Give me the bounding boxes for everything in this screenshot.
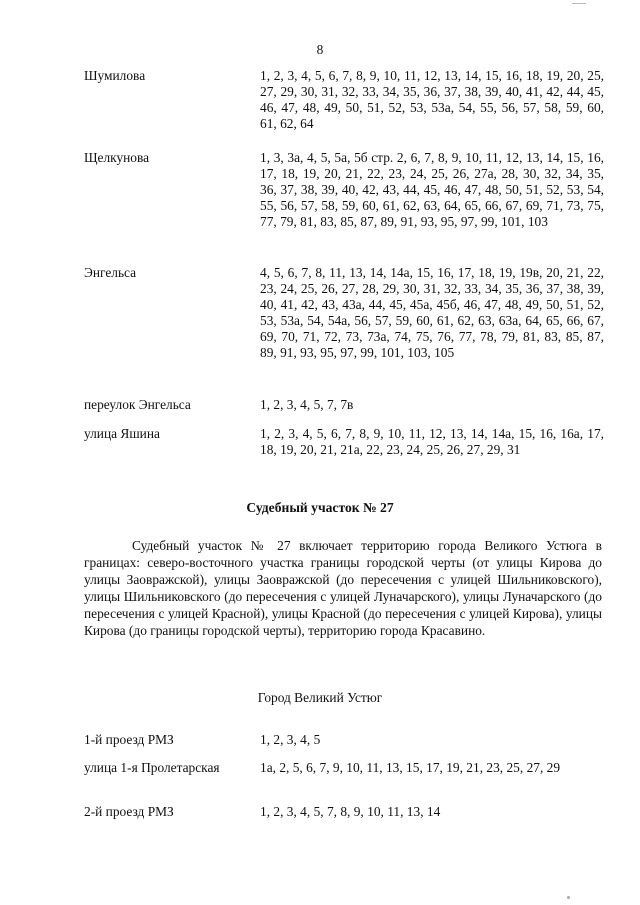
- address-entry: [84, 804, 604, 820]
- house-numbers: 4, 5, 6, 7, 8, 11, 13, 14, 14а, 15, 16, 17, 18, 19, 19в, 20, 21, 22, 23, 24, 25, 26, 27, 28, 29, 30, 31, 32, 33, 34, 35, 36, 37, 38, 39, 40, 41, 42, 43, 43а, 44, 45, 45а, 45б, 46, 47, 48, 49, 50, 51, 52, 53, 53а, 54, 54а, 56, 57, 59, 60, 61, 62, 63, 63а, 64, 65, 66, 67, 69, 70, 71, 72, 73, 73а, 74, 75, 76, 77, 78, 79, 81, 83, 85, 87, 89, 91, 93, 95, 97, 99, 101, 103, 105: [260, 265, 604, 360]
- section-paragraph: [84, 537, 602, 639]
- street-name: 2-й проезд РМЗ: [84, 804, 174, 819]
- address-entry: [84, 265, 604, 361]
- city-subheading: Город Великий Устюг: [257, 690, 383, 705]
- address-entry: [84, 397, 604, 413]
- address-entry: [84, 732, 604, 748]
- house-numbers: 1, 2, 3, 4, 5, 7, 7в: [260, 397, 354, 412]
- street-name: Шумилова: [84, 68, 146, 83]
- scan-mark: [572, 0, 586, 4]
- street-name: Щелкунова: [84, 150, 150, 165]
- street-name: улица 1-я Пролетарская: [84, 760, 220, 775]
- street-name: Энгельса: [84, 265, 137, 280]
- address-entry: [84, 760, 604, 776]
- house-numbers: 1а, 2, 5, 6, 7, 9, 10, 11, 13, 15, 17, 19, 21, 23, 25, 27, 29: [260, 760, 561, 775]
- page-number: 8: [316, 42, 324, 57]
- street-name: переулок Энгельса: [84, 397, 191, 412]
- address-entry: [84, 150, 604, 230]
- street-name: улица Яшина: [84, 426, 160, 441]
- house-numbers: 1, 3, 3а, 4, 5, 5а, 5б стр. 2, 6, 7, 8, 9, 10, 11, 12, 13, 14, 15, 16, 17, 18, 19, 20, 21, 22, 23, 24, 25, 26, 27а, 28, 30, 32, 34, 35, 36, 37, 38, 39, 40, 42, 43, 44, 45, 46, 47, 48, 50, 51, 52, 53, 54, 55, 56, 57, 58, 59, 60, 61, 62, 63, 64, 65, 66, 67, 69, 71, 73, 75, 77, 79, 81, 83, 85, 87, 89, 91, 93, 95, 97, 99, 101, 103: [260, 150, 604, 229]
- address-entry: [84, 68, 604, 132]
- street-name: 1-й проезд РМЗ: [84, 732, 174, 747]
- house-numbers: 1, 2, 3, 4, 5, 6, 7, 8, 9, 10, 11, 12, 13, 14, 15, 16, 18, 19, 20, 25, 27, 29, 30, 31, 32, 33, 34, 35, 36, 37, 38, 39, 40, 41, 42, 44, 45, 46, 47, 48, 49, 50, 51, 52, 53, 53а, 54, 55, 56, 57, 58, 59, 60, 61, 62, 64: [260, 68, 604, 131]
- address-entry: [84, 426, 604, 458]
- house-numbers: 1, 2, 3, 4, 5, 7, 8, 9, 10, 11, 13, 14: [260, 804, 441, 819]
- house-numbers: 1, 2, 3, 4, 5, 6, 7, 8, 9, 10, 11, 12, 13, 14, 14а, 15, 16, 16а, 17, 18, 19, 20, 21, 21а, 22, 23, 24, 25, 26, 27, 29, 31: [260, 426, 604, 457]
- paragraph-text: Судебный участок № 27 включает территорию города Великого Устюга в границах: северо-восточного участка границы городской черты (от улицы Кирова до улицы Заовражской), улицы Заовражской (до пересечения с улицей Шильниковского), улицы Шильниковского (до пересечения с улицей Луначарского), улицы Луначарского (до пересечения с улицей Красной), улицы Красной (до пересечения с улицей Кирова), улицы Кирова (до границы городской черты), территорию города Красавино.: [84, 538, 602, 638]
- section-heading: Судебный участок № 27: [246, 500, 394, 515]
- house-numbers: 1, 2, 3, 4, 5: [260, 732, 321, 747]
- scan-speck: [567, 896, 570, 899]
